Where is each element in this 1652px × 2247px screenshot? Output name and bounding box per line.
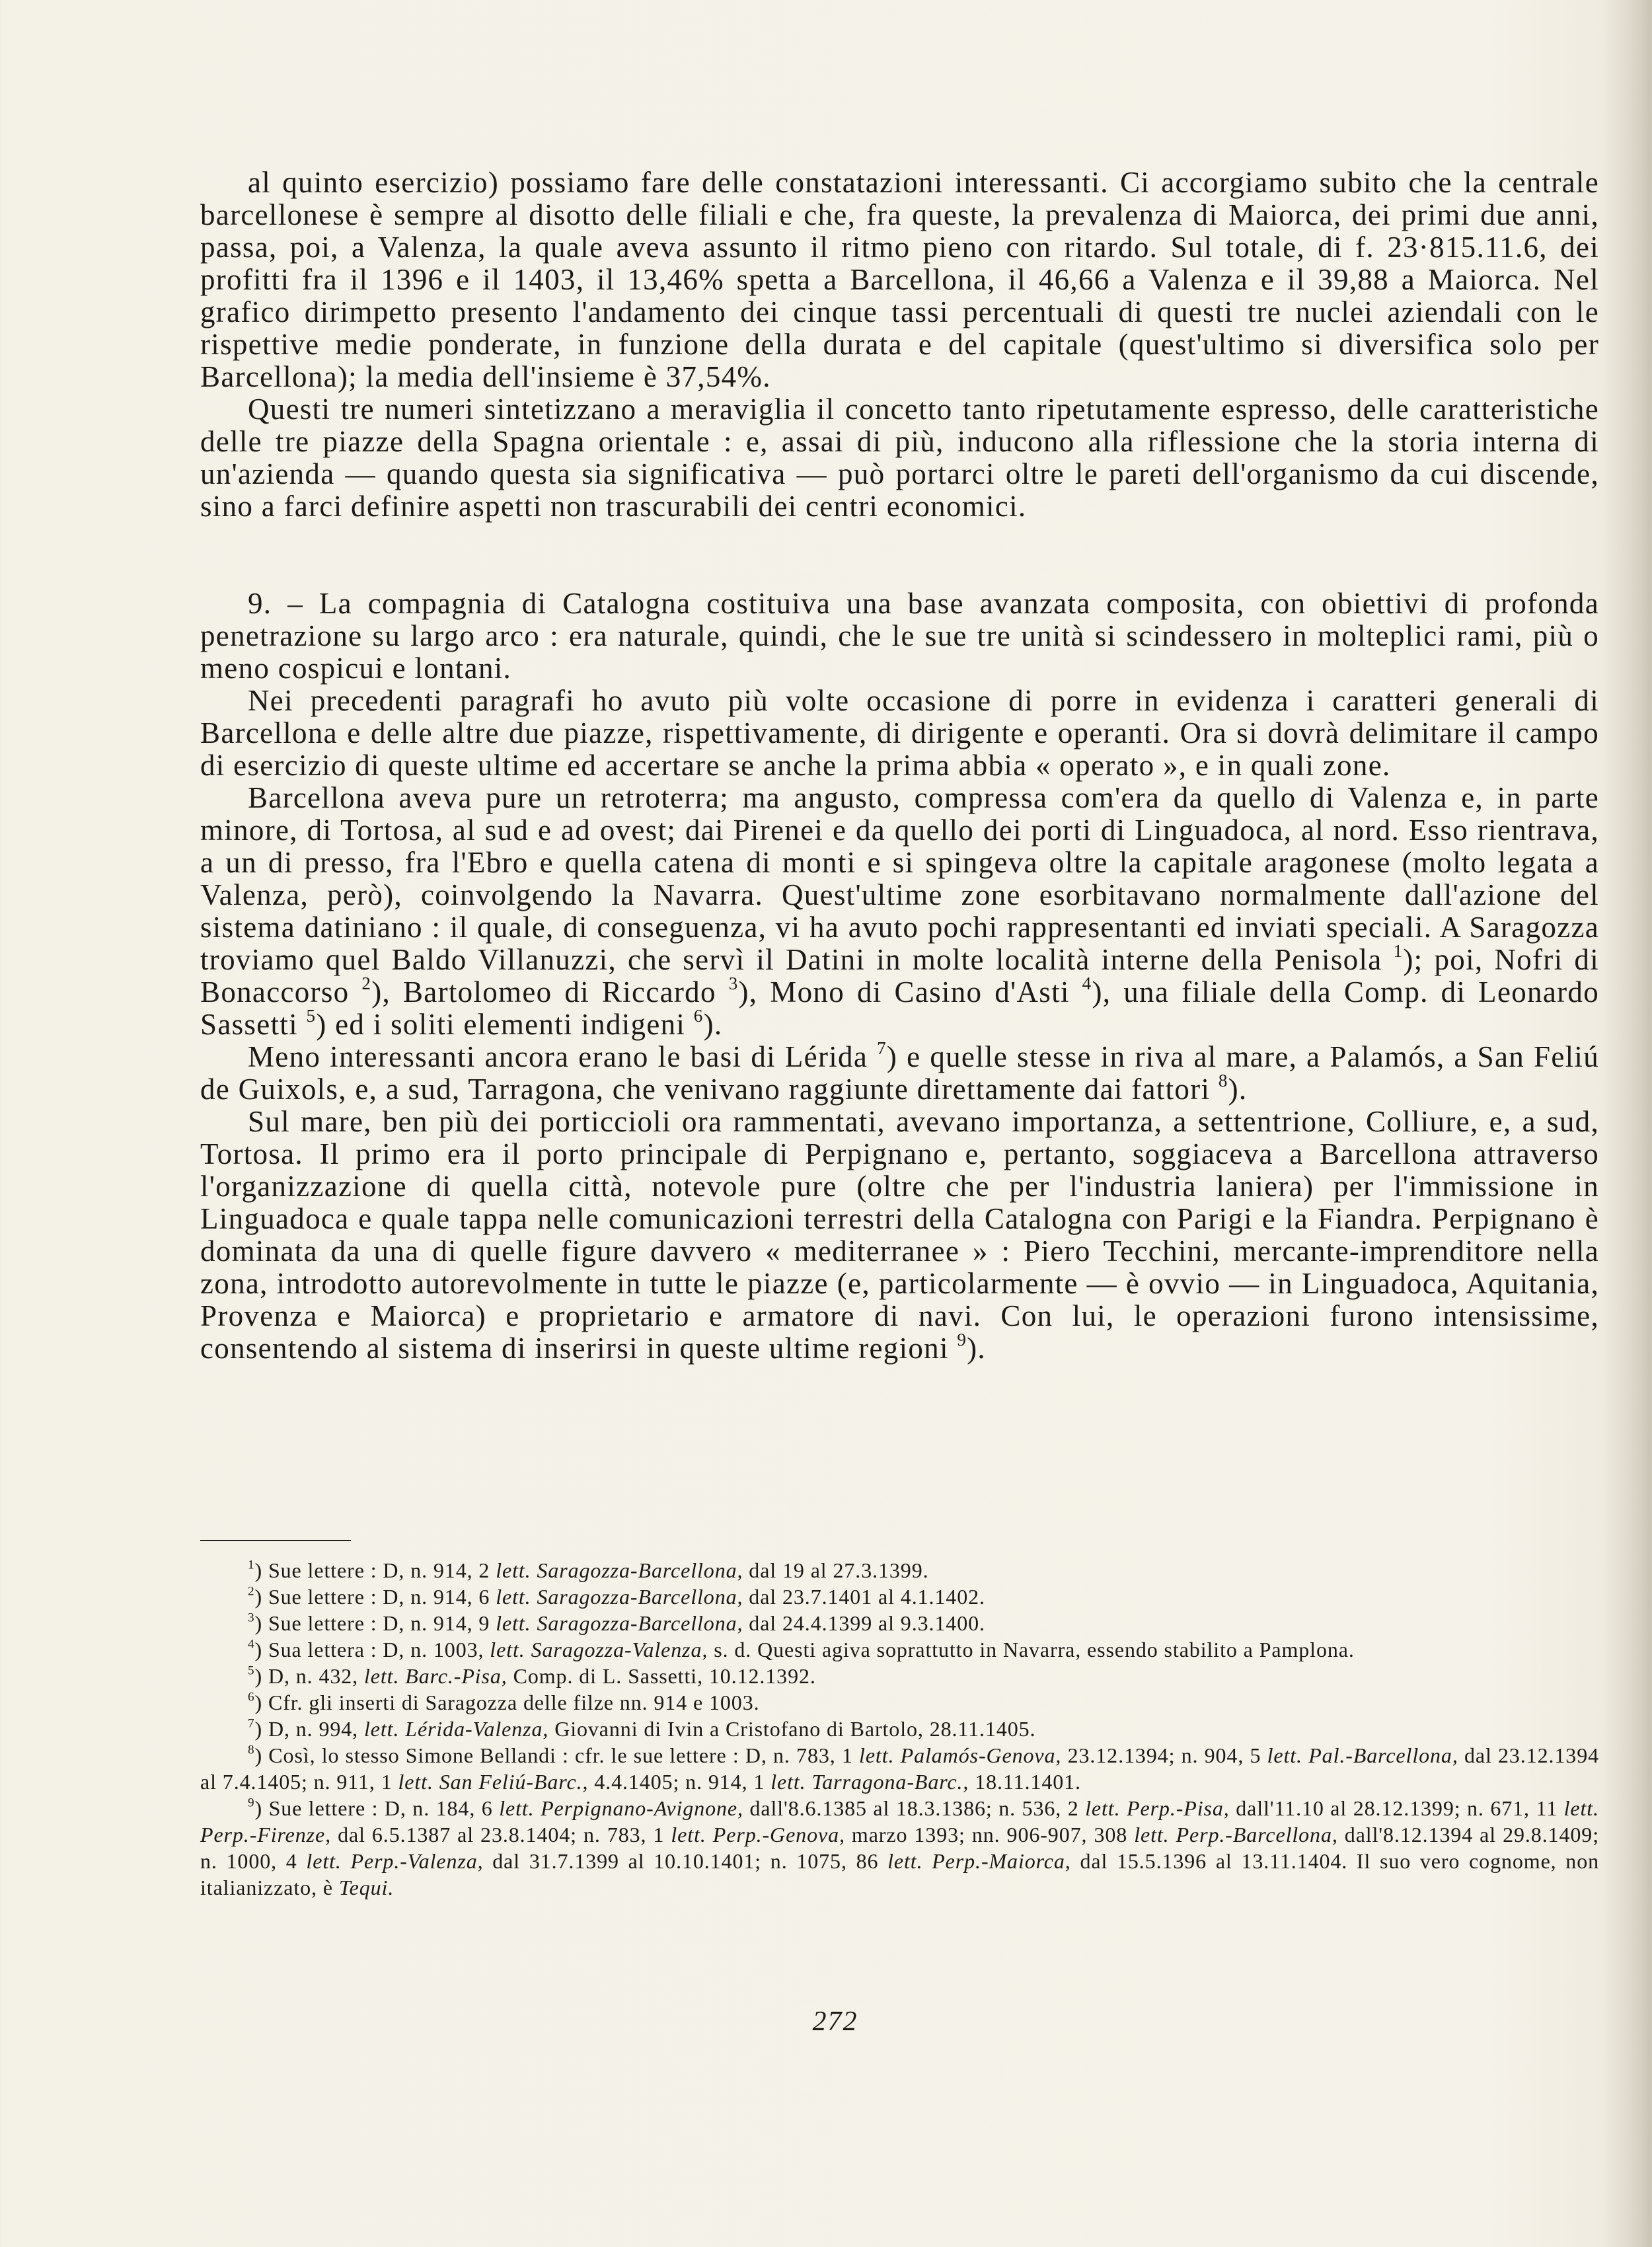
footnote-marker: 5 <box>306 1006 317 1026</box>
text-run: marzo 1393; nn. 906-907, 308 <box>845 1823 1135 1847</box>
paragraph <box>200 782 1599 1041</box>
italic-text: lett. Perp.-Pisa, <box>1085 1796 1230 1820</box>
text-run: Meno interessanti ancora erano le basi di Lérida <box>248 1040 878 1073</box>
text-run: ) Sue lettere : D, n. 914, 2 <box>254 1558 496 1582</box>
text-run: ). <box>967 1332 986 1365</box>
text-run: dall'8.6.1385 al 18.3.1386; n. 536, 2 <box>743 1796 1086 1820</box>
text-run: dal 23.7.1401 al 4.1.1402. <box>743 1585 985 1609</box>
text-run: dal 31.7.1399 al 10.10.1401; n. 1075, 86 <box>483 1849 888 1873</box>
text-run: ), una filiale della Comp. di Leonardo Sassetti <box>200 975 1600 1041</box>
footnote-marker: 8 <box>1218 1071 1228 1091</box>
text-run: ); poi, Nofri di Bonaccorso <box>200 943 1600 1009</box>
text-run: Comp. di L. Sassetti, 10.12.1392. <box>507 1664 816 1688</box>
body-text <box>200 167 1599 1365</box>
footnotes <box>200 1557 1599 1901</box>
italic-text: lett. Lérida-Valenza, <box>363 1717 549 1741</box>
text-run: ) ed i soliti elementi indigeni <box>316 1008 694 1041</box>
footnote <box>200 1583 1599 1610</box>
text-run: ). <box>1228 1073 1248 1106</box>
footnote-marker: 4 <box>1082 973 1092 994</box>
italic-text: lett. Perpignano-Avignone, <box>499 1796 743 1820</box>
footnote <box>200 1557 1599 1583</box>
text-run: Questi tre numeri sintetizzano a meraviglia il concetto tanto ripetutamente espresso, delle caratteristiche delle tre piazze della Spagna orientale : e, assai di più, inducono alla riflessione che la storia interna di un'azienda — quando questa sia significativa — può portarci oltre le pareti dell'organismo da cui discende, sino a farci definire aspetti non trascurabili dei centri economici. <box>200 393 1599 523</box>
italic-text: lett. Saragozza-Barcellona, <box>496 1611 743 1635</box>
text-run: dal 6.5.1387 al 23.8.1404; n. 783, 1 <box>331 1823 671 1847</box>
text-run: 23.12.1394; n. 904, 5 <box>1061 1743 1267 1767</box>
footnote <box>200 1795 1599 1901</box>
text-run: 9. – La compagnia di Catalogna costituiva una base avanzata composita, con obiettivi di profonda penetrazione su largo arco : era naturale, quindi, che le sue tre unità si scindessero in molteplici rami, più o meno cospicui e lontani. <box>200 587 1599 685</box>
paragraph <box>200 1038 1599 1106</box>
text-run: Nei precedenti paragrafi ho avuto più volte occasione di porre in evidenza i caratteri generali di Barcellona e delle altre due piazze, rispettivamente, di dirigente e operanti. Ora si dovrà delimitare il campo di esercizio di queste ultime ed accertare se anche la prima abbia « operato », e in quali zone. <box>200 684 1599 782</box>
italic-text: lett. San Feliú-Barc., <box>398 1770 589 1794</box>
italic-text: lett. Tarragona-Barc., <box>770 1770 969 1794</box>
text-run: 18.11.1401. <box>969 1770 1081 1794</box>
italic-text: lett. Barc.-Pisa, <box>363 1664 507 1688</box>
italic-text: lett. Saragozza-Barcellona, <box>496 1585 743 1609</box>
footnote-marker: 8 <box>248 1743 255 1757</box>
text-run: al quinto esercizio) possiamo fare delle constatazioni interessanti. Ci accorgiamo subito che la centrale barcellonese è sempre al disotto delle filiali e che, fra queste, la prevalenza di Maiorca, dei primi due anni, passa, poi, a Valenza, la quale aveva assunto il ritmo pieno con ritardo. Sul totale, di f. 23·815.11.6, dei profitti fra il 1396 e il 1403, il 13,46% spetta a Barcellona, il 46,66 a Valenza e il 39,88 a Maiorca. Nel grafico dirimpetto presento l'andamento dei cinque tassi percentuali di questi tre nuclei aziendali con le rispettive medie ponderate, in funzione della durata e del capitale (quest'ultimo si diversifica solo per Barcellona); la media dell'insieme è 37,54%. <box>200 166 1599 393</box>
footnote-marker: 1 <box>1393 941 1404 962</box>
footnote-marker: 3 <box>728 973 739 994</box>
paragraph <box>200 167 1599 393</box>
paragraph <box>200 393 1599 523</box>
text-run: ) Sua lettera : D, n. 1003, <box>254 1638 490 1661</box>
footnote-marker: 6 <box>248 1690 255 1704</box>
text-run: s. d. Questi agiva soprattutto in Navarra, essendo stabilito a Pamplona. <box>708 1638 1355 1661</box>
paragraph <box>200 1106 1599 1365</box>
text-run: dal 15.5.1396 al 13.11.1404. Il suo vero cognome, non italianizzato, è <box>200 1849 1600 1899</box>
page-number: 272 <box>812 2006 858 2037</box>
footnote-marker: 7 <box>248 1716 255 1731</box>
text-run: ), Mono di Casino d'Asti <box>738 975 1082 1009</box>
text-run: ) D, n. 994, <box>254 1717 364 1741</box>
paragraph <box>200 588 1599 685</box>
italic-text: lett. Saragozza-Barcellona, <box>496 1558 743 1582</box>
footnote <box>200 1636 1599 1663</box>
text-run: Sul mare, ben più dei porticcioli ora rammentati, avevano importanza, a settentrione, Colliure, e, a sud, Tortosa. Il primo era il porto principale di Perpignano e, pertanto, soggiaceva a Barcellona attraverso l'organizzazione di quella città, notevole pure (oltre che per l'industria laniera) per l'immissione in Linguadoca e quale tappa nelle comunicazioni terrestri della Catalogna con Parigi e la Fiandra. Perpignano è dominata da una di quelle figure davvero « mediterranee » : Piero Tecchini, mercante-imprenditore nella zona, introdotto autorevolmente in tutte le piazze (e, particolarmente — è ovvio — in Linguadoca, Aquitania, Provenza e Maiorca) e proprietario e armatore di navi. Con lui, le operazioni furono intensissime, consentendo al sistema di inserirsi in queste ultime regioni <box>200 1105 1599 1365</box>
text-run: ) Così, lo stesso Simone Bellandi : cfr. le sue lettere : D, n. 783, 1 <box>254 1743 860 1767</box>
text-run: ) Sue lettere : D, n. 914, 9 <box>254 1611 496 1635</box>
footnote-marker: 9 <box>248 1796 255 1810</box>
text-run: ) e quelle stesse in riva al mare, a Palamós, a San Feliú de Guixols, e, a sud, Tarragona, che venivano raggiunte direttamente dai fattori <box>200 1040 1599 1106</box>
italic-text: lett. Perp.-Barcellona, <box>1134 1823 1338 1847</box>
text-run: dall'11.10 al 28.12.1399; n. 671, 11 <box>1229 1796 1564 1820</box>
text-run: ) Cfr. gli inserti di Saragozza delle filze nn. 914 e 1003. <box>254 1691 760 1714</box>
text-run: ) Sue lettere : D, n. 184, 6 <box>254 1796 500 1820</box>
italic-text: lett. Perp.-Valenza, <box>306 1849 484 1873</box>
paragraph <box>200 685 1599 782</box>
italic-text: lett. Palamós-Genova, <box>859 1743 1062 1767</box>
text-run: Giovanni di Ivin a Cristofano di Bartolo, 28.11.1405. <box>548 1717 1036 1741</box>
italic-text: lett. Pal.-Barcellona, <box>1267 1743 1458 1767</box>
footnote-marker: 1 <box>248 1558 255 1572</box>
footnote <box>200 1610 1599 1636</box>
text-run: ). <box>703 1008 723 1041</box>
text-run: dall'8.12.1394 al 29.8.1409; n. 1000, 4 <box>200 1823 1600 1873</box>
footnote <box>200 1716 1599 1742</box>
italic-text: lett. Perp.-Firenze, <box>200 1796 1599 1847</box>
footnote-marker: 2 <box>361 973 372 994</box>
text-run: ), Bartolomeo di Riccardo <box>371 975 729 1009</box>
footnote-marker: 5 <box>248 1663 255 1678</box>
footnote <box>200 1742 1599 1795</box>
text-run: Barcellona aveva pure un retroterra; ma angusto, compressa com'era da quello di Valenza e, in parte minore, di Tortosa, al sud e ad ovest; dai Pirenei e da quello dei porti di Linguadoca, al nord. Esso rientrava, a un di presso, fra l'Ebro e quella catena di monti e si spingeva oltre la capitale aragonese (molto legata a Valenza, però), coinvolgendo la Navarra. Quest'ultime zone esorbitavano normalmente dall'azione del sistema datiniano : il quale, di conseguenza, vi ha avuto pochi rappresentanti ed inviati speciali. A Saragozza troviamo quel Baldo Villanuzzi, che servì il Datini in molte località interne della Penisola <box>200 781 1599 976</box>
italic-text: lett. Saragozza-Valenza, <box>490 1638 708 1661</box>
italic-text: lett. Perp.-Genova, <box>671 1823 845 1847</box>
footnote-marker: 9 <box>957 1330 967 1350</box>
footnote-separator <box>200 1540 351 1541</box>
footnote-marker: 7 <box>877 1038 887 1059</box>
footnote-marker: 2 <box>248 1584 255 1599</box>
text-run: dal 23.12.1394 al 7.4.1405; n. 911, 1 <box>200 1743 1599 1794</box>
text-run: dal 24.4.1399 al 9.3.1400. <box>743 1611 985 1635</box>
text-run: 4.4.1405; n. 914, 1 <box>588 1770 771 1794</box>
text-run: ) Sue lettere : D, n. 914, 6 <box>254 1585 496 1609</box>
text-run: dal 19 al 27.3.1399. <box>743 1558 929 1582</box>
footnote-marker: 6 <box>693 1006 704 1026</box>
footnote-marker: 4 <box>248 1637 255 1652</box>
italic-text: lett. Perp.-Maiorca, <box>887 1849 1071 1873</box>
footnote <box>200 1689 1599 1716</box>
italic-text: Tequi. <box>338 1876 394 1899</box>
footnote-marker: 3 <box>248 1611 255 1625</box>
text-run: ) D, n. 432, <box>254 1664 364 1688</box>
footnote <box>200 1663 1599 1689</box>
